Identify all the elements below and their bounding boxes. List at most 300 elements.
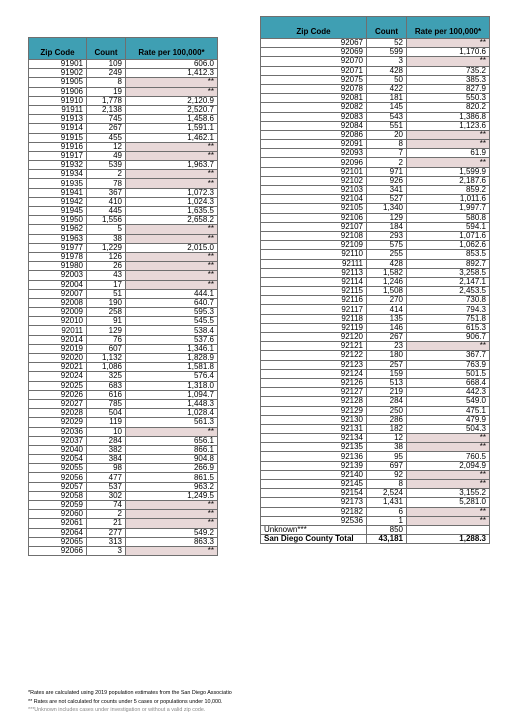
- rate-cell: 1,591.1: [126, 124, 218, 133]
- header-rate: Rate per 100,000*: [126, 38, 218, 60]
- table-row: [29, 381, 218, 390]
- table-row: [261, 424, 490, 433]
- zip-code-cell: 91980: [29, 262, 87, 271]
- count-cell: 43: [87, 271, 126, 280]
- count-cell: 38: [367, 443, 407, 452]
- zip-code-cell: 92536: [261, 516, 367, 525]
- rate-cell: 1,062.6: [407, 241, 490, 250]
- rate-cell: 266.9: [126, 464, 218, 473]
- zip-code-cell: 92067: [261, 39, 367, 48]
- rate-cell: 537.6: [126, 335, 218, 344]
- count-cell: 504: [87, 409, 126, 418]
- header-rate: Rate per 100,000*: [407, 17, 490, 39]
- count-cell: 1,431: [367, 498, 407, 507]
- count-cell: 255: [367, 250, 407, 259]
- count-cell: 129: [367, 213, 407, 222]
- rate-cell: 615.3: [407, 323, 490, 332]
- count-cell: 1,246: [367, 277, 407, 286]
- zip-code-cell: 92140: [261, 470, 367, 479]
- table-row: [29, 207, 218, 216]
- count-cell: 52: [367, 39, 407, 48]
- count-cell: 543: [367, 112, 407, 121]
- rate-cell: 1,997.7: [407, 204, 490, 213]
- zip-code-cell: 92118: [261, 314, 367, 323]
- zip-code-cell: 92091: [261, 140, 367, 149]
- table-row: [261, 231, 490, 240]
- rate-cell: 2,094.9: [407, 461, 490, 470]
- rate-cell: **: [407, 507, 490, 516]
- table-row: [261, 103, 490, 112]
- rate-cell: 2,187.6: [407, 176, 490, 185]
- rate-cell: 3,155.2: [407, 489, 490, 498]
- count-cell: 683: [87, 381, 126, 390]
- zip-code-cell: 92102: [261, 176, 367, 185]
- rate-cell: **: [407, 39, 490, 48]
- header-zip-code: Zip Code: [29, 38, 87, 60]
- count-cell: 21: [87, 519, 126, 528]
- count-cell: 76: [87, 335, 126, 344]
- zip-code-cell: 92109: [261, 241, 367, 250]
- zip-code-cell: 92126: [261, 378, 367, 387]
- rate-cell: 1,170.6: [407, 48, 490, 57]
- rate-cell: 606.0: [126, 60, 218, 69]
- zip-code-cell: 92119: [261, 323, 367, 332]
- rate-cell: 827.9: [407, 84, 490, 93]
- rate-cell: 863.3: [126, 537, 218, 546]
- count-cell: 325: [87, 372, 126, 381]
- count-cell: 182: [367, 424, 407, 433]
- table-row: [261, 277, 490, 286]
- zip-code-cell: 92029: [29, 418, 87, 427]
- count-cell: 20: [367, 130, 407, 139]
- zip-code-cell: 92084: [261, 121, 367, 130]
- table-row: [261, 57, 490, 66]
- zip-code-cell: 92111: [261, 259, 367, 268]
- zip-code-cell: 92101: [261, 167, 367, 176]
- rate-cell: **: [407, 516, 490, 525]
- zip-code-cell: 92019: [29, 344, 87, 353]
- rate-cell: **: [407, 480, 490, 489]
- zip-code-cell: 91934: [29, 170, 87, 179]
- rate-cell: 904.8: [126, 455, 218, 464]
- zip-code-cell: 92106: [261, 213, 367, 222]
- count-cell: 697: [367, 461, 407, 470]
- count-cell: 126: [87, 252, 126, 261]
- zip-code-cell: 92064: [29, 528, 87, 537]
- header-count: Count: [367, 17, 407, 39]
- count-cell: 146: [367, 323, 407, 332]
- table-row: [29, 280, 218, 289]
- zip-code-cell: 92130: [261, 415, 367, 424]
- count-cell: 428: [367, 66, 407, 75]
- rate-cell: **: [407, 158, 490, 167]
- rate-cell: **: [407, 57, 490, 66]
- rate-cell: 1,599.9: [407, 167, 490, 176]
- table-row: [261, 516, 490, 525]
- table-row: [29, 234, 218, 243]
- rate-cell: 442.3: [407, 388, 490, 397]
- zip-code-cell: 92093: [261, 149, 367, 158]
- table-row: [29, 473, 218, 482]
- rate-cell: **: [126, 225, 218, 234]
- rate-cell: 1,071.6: [407, 231, 490, 240]
- table-row: [29, 60, 218, 69]
- table-row: [261, 112, 490, 121]
- zip-code-cell: 92057: [29, 482, 87, 491]
- zip-code-cell: 92004: [29, 280, 87, 289]
- rate-cell: 1,028.4: [126, 409, 218, 418]
- table-row: [261, 167, 490, 176]
- rate-cell: 853.5: [407, 250, 490, 259]
- table-row: [261, 213, 490, 222]
- zip-code-cell: 92120: [261, 333, 367, 342]
- rate-cell: 1,094.7: [126, 390, 218, 399]
- count-cell: 49: [87, 151, 126, 160]
- zip-code-cell: 92054: [29, 455, 87, 464]
- rate-cell: 580.8: [407, 213, 490, 222]
- rate-cell: [407, 525, 490, 534]
- rate-cell: 1,318.0: [126, 381, 218, 390]
- table-row: [261, 378, 490, 387]
- count-cell: 129: [87, 326, 126, 335]
- zip-code-cell: 92081: [261, 94, 367, 103]
- rate-cell: 1,412.3: [126, 69, 218, 78]
- table-row: [29, 151, 218, 160]
- table-row: [261, 296, 490, 305]
- table-row: [261, 149, 490, 158]
- count-cell: 8: [367, 140, 407, 149]
- rate-cell: **: [126, 262, 218, 271]
- count-cell: 445: [87, 207, 126, 216]
- table-row: [29, 105, 218, 114]
- count-cell: 551: [367, 121, 407, 130]
- rate-cell: 668.4: [407, 378, 490, 387]
- count-cell: 607: [87, 344, 126, 353]
- rate-cell: 794.3: [407, 305, 490, 314]
- rate-cell: 595.3: [126, 308, 218, 317]
- table-row: [29, 188, 218, 197]
- count-cell: 382: [87, 445, 126, 454]
- zip-code-cell: 91977: [29, 243, 87, 252]
- rate-cell: 1,123.6: [407, 121, 490, 130]
- zip-code-cell: 92104: [261, 195, 367, 204]
- total-rate: 1,288.3: [407, 535, 490, 544]
- count-cell: 180: [367, 351, 407, 360]
- table-row: [29, 308, 218, 317]
- rate-cell: 504.3: [407, 424, 490, 433]
- count-cell: 19: [87, 87, 126, 96]
- zip-code-cell: 92011: [29, 326, 87, 335]
- rate-cell: **: [126, 427, 218, 436]
- zip-code-cell: 91902: [29, 69, 87, 78]
- count-cell: 91: [87, 317, 126, 326]
- count-cell: 270: [367, 296, 407, 305]
- count-cell: 78: [87, 179, 126, 188]
- rate-cell: **: [126, 151, 218, 160]
- table-row: [29, 418, 218, 427]
- count-cell: 539: [87, 161, 126, 170]
- count-cell: 850: [367, 525, 407, 534]
- rate-cell: 5,281.0: [407, 498, 490, 507]
- zip-code-cell: 91917: [29, 151, 87, 160]
- table-row: [261, 406, 490, 415]
- zip-code-cell: 92124: [261, 369, 367, 378]
- count-cell: 3: [87, 546, 126, 555]
- table-row: [261, 415, 490, 424]
- table-row: [29, 519, 218, 528]
- table-row: [29, 354, 218, 363]
- count-cell: 284: [367, 397, 407, 406]
- count-cell: 6: [367, 507, 407, 516]
- table-row: [29, 161, 218, 170]
- zip-code-cell: 91941: [29, 188, 87, 197]
- count-cell: 181: [367, 94, 407, 103]
- zip-code-cell: 92127: [261, 388, 367, 397]
- zip-code-cell: 92105: [261, 204, 367, 213]
- rate-cell: 730.8: [407, 296, 490, 305]
- count-cell: 8: [367, 480, 407, 489]
- table-row: [261, 204, 490, 213]
- rate-cell: 861.5: [126, 473, 218, 482]
- zip-code-cell: 92065: [29, 537, 87, 546]
- table-row: [29, 96, 218, 105]
- rate-cell: 501.5: [407, 369, 490, 378]
- rate-cell: 1,249.5: [126, 491, 218, 500]
- zip-code-cell: 91905: [29, 78, 87, 87]
- rate-cell: 550.3: [407, 94, 490, 103]
- zip-code-cell: 92061: [29, 519, 87, 528]
- table-row: [261, 158, 490, 167]
- table-row: [29, 271, 218, 280]
- table-row: [29, 78, 218, 87]
- zip-code-cell: 92107: [261, 222, 367, 231]
- count-cell: 119: [87, 418, 126, 427]
- table-row: [261, 470, 490, 479]
- count-cell: 1,229: [87, 243, 126, 252]
- zip-code-cell: 92075: [261, 75, 367, 84]
- count-cell: 745: [87, 115, 126, 124]
- footnote-suppression: ** Rates are not calculated for counts under 5 cases or populations under 10,000.: [28, 699, 223, 705]
- count-cell: 2,524: [367, 489, 407, 498]
- rate-cell: 906.7: [407, 333, 490, 342]
- total-count: 43,181: [367, 535, 407, 544]
- zip-code-cell: Unknown***: [261, 525, 367, 534]
- table-row: [261, 434, 490, 443]
- zip-code-cell: 91962: [29, 225, 87, 234]
- count-cell: 477: [87, 473, 126, 482]
- table-row: [29, 363, 218, 372]
- table-row: [29, 289, 218, 298]
- table-row: [261, 443, 490, 452]
- table-row: [29, 510, 218, 519]
- footnote-rates: *Rates are calculated using 2019 population estimates from the San Diego Associatio: [28, 690, 232, 696]
- table-header-row: [261, 17, 490, 39]
- zip-code-cell: 92086: [261, 130, 367, 139]
- zip-code-cell: 92066: [29, 546, 87, 555]
- county-total-row: [261, 535, 490, 544]
- rate-cell: **: [407, 130, 490, 139]
- count-cell: 51: [87, 289, 126, 298]
- zip-code-cell: 91963: [29, 234, 87, 243]
- zip-code-cell: 91911: [29, 105, 87, 114]
- table-row: [29, 546, 218, 555]
- table-row: [261, 48, 490, 57]
- table-body-left: [29, 60, 218, 556]
- table-row: [261, 351, 490, 360]
- count-cell: 8: [87, 78, 126, 87]
- table-row: [29, 482, 218, 491]
- rate-cell: **: [407, 342, 490, 351]
- zip-code-cell: 91901: [29, 60, 87, 69]
- zip-code-cell: 92128: [261, 397, 367, 406]
- table-row: [29, 317, 218, 326]
- zip-code-cell: 92110: [261, 250, 367, 259]
- rate-cell: 760.5: [407, 452, 490, 461]
- count-cell: 17: [87, 280, 126, 289]
- rate-cell: 594.1: [407, 222, 490, 231]
- zip-code-cell: 92055: [29, 464, 87, 473]
- count-cell: 1,778: [87, 96, 126, 105]
- zip-code-cell: 92113: [261, 268, 367, 277]
- count-cell: 284: [87, 436, 126, 445]
- header-zip-code: Zip Code: [261, 17, 367, 39]
- count-cell: 190: [87, 298, 126, 307]
- zip-code-cell: 92007: [29, 289, 87, 298]
- rate-cell: 820.2: [407, 103, 490, 112]
- table-row: [261, 360, 490, 369]
- table-row: [261, 369, 490, 378]
- count-cell: 5: [87, 225, 126, 234]
- zip-code-cell: 92010: [29, 317, 87, 326]
- header-count: Count: [87, 38, 126, 60]
- rate-cell: 1,448.3: [126, 399, 218, 408]
- zip-code-cell: 92036: [29, 427, 87, 436]
- rate-cell: 640.7: [126, 298, 218, 307]
- zip-code-cell: 91932: [29, 161, 87, 170]
- rate-cell: 61.9: [407, 149, 490, 158]
- zip-code-cell: 91915: [29, 133, 87, 142]
- zip-code-cell: 92131: [261, 424, 367, 433]
- zip-code-cell: 92108: [261, 231, 367, 240]
- table-row: [261, 195, 490, 204]
- count-cell: 785: [87, 399, 126, 408]
- table-row: [29, 197, 218, 206]
- count-cell: 267: [87, 124, 126, 133]
- table-row: [29, 142, 218, 151]
- footnote-unknown: ***Unknown includes cases under investigation or without a valid zip code.: [28, 707, 206, 713]
- rate-cell: 2,015.0: [126, 243, 218, 252]
- count-cell: 7: [367, 149, 407, 158]
- table-row: [29, 436, 218, 445]
- zip-code-cell: 92117: [261, 305, 367, 314]
- table-row: [29, 115, 218, 124]
- count-cell: 2: [367, 158, 407, 167]
- zip-code-cell: 92096: [261, 158, 367, 167]
- table-row: [29, 69, 218, 78]
- rate-cell: 1,024.3: [126, 197, 218, 206]
- count-cell: 12: [87, 142, 126, 151]
- zip-code-cell: 91945: [29, 207, 87, 216]
- zip-code-cell: 92103: [261, 186, 367, 195]
- zip-code-cell: 92145: [261, 480, 367, 489]
- rate-cell: 2,520.7: [126, 105, 218, 114]
- zip-code-cell: 91978: [29, 252, 87, 261]
- count-cell: 367: [87, 188, 126, 197]
- table-body-right: [261, 39, 490, 535]
- table-row: [261, 397, 490, 406]
- count-cell: 2,138: [87, 105, 126, 114]
- rate-cell: **: [126, 78, 218, 87]
- count-cell: 575: [367, 241, 407, 250]
- count-cell: 159: [367, 369, 407, 378]
- rate-cell: 1,963.7: [126, 161, 218, 170]
- count-cell: 3: [367, 57, 407, 66]
- table-row: [261, 94, 490, 103]
- count-cell: 1,340: [367, 204, 407, 213]
- zip-code-cell: 92182: [261, 507, 367, 516]
- rate-cell: 367.7: [407, 351, 490, 360]
- count-cell: 23: [367, 342, 407, 351]
- table-row: [29, 298, 218, 307]
- total-label: San Diego County Total: [261, 535, 367, 544]
- table-row: [29, 427, 218, 436]
- zip-code-cell: 92173: [261, 498, 367, 507]
- count-cell: 145: [367, 103, 407, 112]
- table-row: [261, 84, 490, 93]
- table-row: [261, 305, 490, 314]
- zip-table-left: [28, 37, 218, 556]
- count-cell: 1,582: [367, 268, 407, 277]
- rate-cell: 1,581.8: [126, 363, 218, 372]
- zip-code-cell: 92069: [261, 48, 367, 57]
- rate-cell: **: [126, 510, 218, 519]
- table-row: [29, 445, 218, 454]
- zip-code-cell: 92122: [261, 351, 367, 360]
- count-cell: 599: [367, 48, 407, 57]
- count-cell: 249: [87, 69, 126, 78]
- zip-code-cell: 92129: [261, 406, 367, 415]
- zip-code-cell: 92009: [29, 308, 87, 317]
- rate-cell: 3,258.5: [407, 268, 490, 277]
- count-cell: 341: [367, 186, 407, 195]
- rate-cell: 549.2: [126, 528, 218, 537]
- table-row: [261, 314, 490, 323]
- table-row: [261, 498, 490, 507]
- zip-code-cell: 92008: [29, 298, 87, 307]
- count-cell: 971: [367, 167, 407, 176]
- table-row: [261, 186, 490, 195]
- count-cell: 293: [367, 231, 407, 240]
- count-cell: 2: [87, 510, 126, 519]
- count-cell: 313: [87, 537, 126, 546]
- zip-code-cell: 92058: [29, 491, 87, 500]
- count-cell: 1: [367, 516, 407, 525]
- table-row: [29, 464, 218, 473]
- table-row: [261, 323, 490, 332]
- rate-cell: **: [407, 434, 490, 443]
- zip-code-cell: 92027: [29, 399, 87, 408]
- rate-cell: 538.4: [126, 326, 218, 335]
- count-cell: 26: [87, 262, 126, 271]
- count-cell: 258: [87, 308, 126, 317]
- rate-cell: 1,828.9: [126, 354, 218, 363]
- zip-code-cell: 92014: [29, 335, 87, 344]
- rate-cell: **: [126, 519, 218, 528]
- rate-cell: **: [126, 271, 218, 280]
- rate-cell: 2,120.9: [126, 96, 218, 105]
- table-row: [261, 507, 490, 516]
- zip-code-cell: 92040: [29, 445, 87, 454]
